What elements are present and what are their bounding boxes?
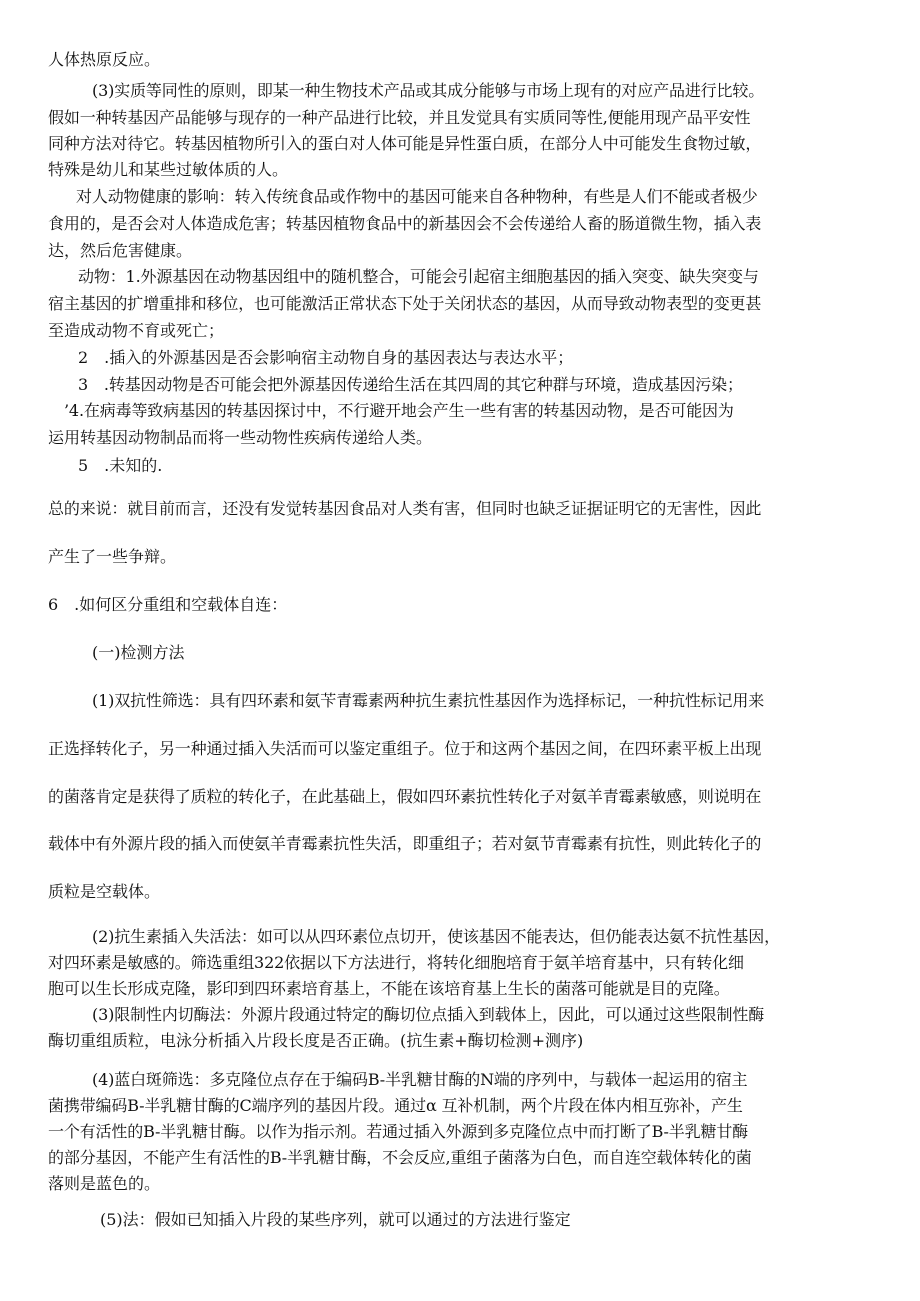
text-line: 的菌落肯定是获得了质粒的转化子，在此基础上，假如四环素抗性转化子对氨羊青霉素敏感，则说明在 [48, 787, 762, 806]
text-line: (3)限制性内切酶法：外源片段通过特定的酶切位点插入到载体上，因此，可以通过这些限制性酶 [92, 1005, 765, 1024]
text-line: 达，然后危害健康。 [48, 241, 193, 260]
text-line: 食用的，是否会对人体造成危害；转基因植物食品中的新基因会不会传递给人畜的肠道微生物，插入表 [48, 214, 762, 233]
text-line: 动物：1.外源基因在动物基因组中的随机整合，可能会引起宿主细胞基因的插入突变、缺失突变与 [78, 267, 759, 286]
text-line: 总的来说：就目前而言，还没有发觉转基因食品对人类有害，但同时也缺乏证据证明它的无害性，因此 [48, 499, 762, 518]
text-line: 菌携带编码B-半乳糖甘酶的C端序列的基因片段。通过α 互补机制，两个片段在体内相互弥补，产生 [48, 1096, 743, 1115]
text-line: (一)检测方法 [92, 643, 185, 662]
text-line: 人体热原反应。 [48, 50, 161, 69]
text-line: (2)抗生素插入失活法：如可以从四环素位点切开，使该基因不能表达，但仍能表达氨不抗性基因， [92, 927, 780, 946]
text-line: 胞可以生长形成克隆，影印到四环素培育基上，不能在该培育基上生长的菌落可能就是目的克隆。 [48, 979, 730, 998]
text-line: 载体中有外源片段的插入而使氨羊青霉素抗性失活，即重组子；若对氨节青霉素有抗性，则此转化子的 [48, 834, 762, 853]
text-line: 正选择转化子，另一种通过插入失活而可以鉴定重组子。位于和这两个基因之间，在四环素平板上出现 [48, 739, 762, 758]
text-line: 一个有活性的B-半乳糖甘酶。以作为指示剂。若通过插入外源到多克隆位点中而打断了B-半乳糖甘酶 [48, 1122, 749, 1141]
text-line: 宿主基因的扩增重排和移位，也可能激活正常状态下处于关闭状态的基因，从而导致动物表型的变更甚 [48, 294, 762, 313]
text-line: 酶切重组质粒，电泳分析插入片段长度是否正确。(抗生素+酶切检测+测序) [48, 1031, 584, 1050]
text-line: (1)双抗性筛选：具有四环素和氨苄青霉素两种抗生素抗性基因作为选择标记，一种抗性标记用来 [92, 691, 765, 710]
text-line: 假如一种转基因产品能够与现存的一种产品进行比较，并且发觉具有实质同等性,便能用现产品平安性 [48, 108, 751, 127]
text-line: (5)法：假如已知插入片段的某些序列，就可以通过的方法进行鉴定 [100, 1210, 571, 1229]
text-line: 同种方法对待它。转基因植物所引入的蛋白对人体可能是异性蛋白质，在部分人中可能发生食物过敏， [48, 134, 762, 153]
text-line: 运用转基因动物制品而将一些动物性疾病传递给人类。 [48, 428, 433, 447]
text-line: (4)蓝白斑筛选：多克隆位点存在于编码B-半乳糖甘酶的N端的序列中，与载体一起运用的宿主 [92, 1070, 748, 1089]
text-line: ’4.在病毒等致病基因的转基因探讨中，不行避开地会产生一些有害的转基因动物，是否可能因为 [64, 401, 734, 420]
text-line: 落则是蓝色的。 [48, 1174, 161, 1193]
text-line: 的部分基因，不能产生有活性的B-半乳糖甘酶，不会反应,重组子菌落为白色，而自连空载体转化的菌 [48, 1148, 752, 1167]
text-line: 特殊是幼儿和某些过敏体质的人。 [48, 160, 289, 179]
text-line: 质粒是空载体。 [48, 882, 161, 901]
text-line: 对人动物健康的影响：转入传统食品或作物中的基因可能来自各种物种，有些是人们不能或者极少 [76, 187, 758, 206]
text-line: 5 .未知的. [78, 456, 163, 475]
text-line: 2 .插入的外源基因是否会影响宿主动物自身的基因表达与表达水平； [78, 348, 574, 367]
text-line: (3)实质等同性的原则，即某一种生物技术产品或其成分能够与市场上现有的对应产品进行比较。 [92, 81, 765, 100]
text-line: 产生了一些争辩。 [48, 547, 177, 566]
text-line: 至造成动物不育或死亡； [48, 321, 225, 340]
text-line: 3 .转基因动物是否可能会把外源基因传递给生活在其四周的其它种群与环境，造成基因污染； [78, 375, 743, 394]
text-line: 对四环素是敏感的。筛选重组322依据以下方法进行，将转化细胞培育于氨羊培育基中，只有转化细 [48, 953, 744, 972]
text-line: 6 .如何区分重组和空载体自连： [48, 595, 288, 614]
